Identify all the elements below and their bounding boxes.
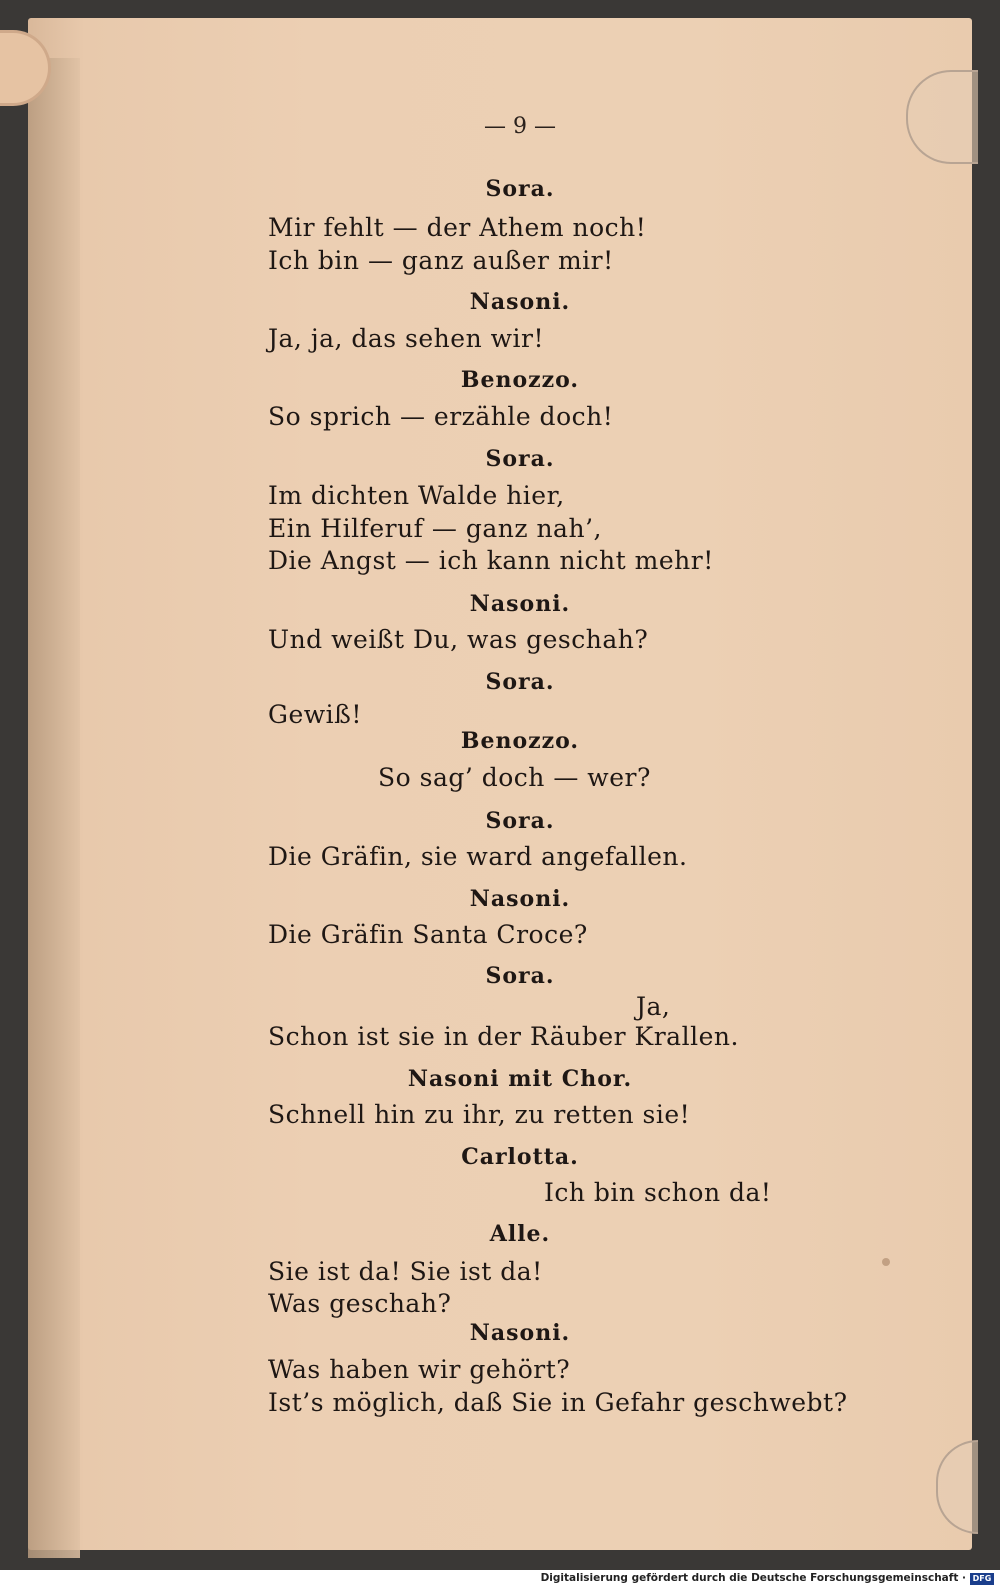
speaker-name: Alle.	[489, 1221, 551, 1247]
dfg-logo: DFG	[970, 1573, 994, 1585]
funding-credit: Digitalisierung gefördert durch die Deutsche Forschungsgemeinschaft ·	[540, 1572, 966, 1584]
verse-line: Ja, ja, das sehen wir!	[268, 324, 545, 353]
paper-stain	[882, 1258, 890, 1266]
verse-line: Ist’s möglich, daß Sie in Gefahr geschwebt?	[268, 1388, 848, 1417]
speaker-name: Benozzo.	[460, 367, 580, 393]
speaker-name: Nasoni.	[469, 289, 571, 315]
speaker-name: Sora.	[485, 446, 555, 472]
verse-line: Die Gräfin, sie ward angefallen.	[268, 842, 688, 871]
verse-line: Sie ist da! Sie ist da!	[268, 1257, 543, 1286]
speaker-name: Nasoni.	[469, 886, 571, 912]
verse-line: Die Angst — ich kann nicht mehr!	[268, 546, 714, 575]
speaker-name: Carlotta.	[461, 1144, 579, 1170]
speaker-name: Benozzo.	[460, 728, 580, 754]
verse-line: Die Gräfin Santa Croce?	[268, 920, 588, 949]
book-spine-shadow	[28, 58, 80, 1558]
verse-line: Was haben wir gehört?	[268, 1355, 571, 1384]
speaker-name: Sora.	[485, 808, 555, 834]
speaker-name: Sora.	[485, 176, 555, 202]
verse-line: Im dichten Walde hier,	[268, 481, 565, 510]
speaker-name: Sora.	[485, 963, 555, 989]
verse-line: So sag’ doch — wer?	[378, 763, 651, 792]
speaker-name: Nasoni mit Chor.	[407, 1066, 633, 1092]
speaker-name: Nasoni.	[469, 1320, 571, 1346]
verse-line: Und weißt Du, was geschah?	[268, 625, 649, 654]
verse-line: Ja,	[636, 992, 671, 1021]
page-number: — 9 —	[484, 114, 556, 139]
verse-line: Ein Hilferuf — ganz nah’,	[268, 514, 602, 543]
verse-line: Schnell hin zu ihr, zu retten sie!	[268, 1100, 691, 1129]
verse-line: Schon ist sie in der Räuber Krallen.	[268, 1022, 739, 1051]
verse-line: Gewiß!	[268, 700, 362, 729]
verse-line: Was geschah?	[268, 1289, 452, 1318]
speaker-name: Nasoni.	[469, 591, 571, 617]
verse-line: Ich bin schon da!	[544, 1178, 772, 1207]
verse-line: So sprich — erzähle doch!	[268, 402, 614, 431]
speaker-name: Sora.	[485, 669, 555, 695]
verse-line: Mir fehlt — der Athem noch!	[268, 213, 647, 242]
verse-line: Ich bin — ganz außer mir!	[268, 246, 614, 275]
